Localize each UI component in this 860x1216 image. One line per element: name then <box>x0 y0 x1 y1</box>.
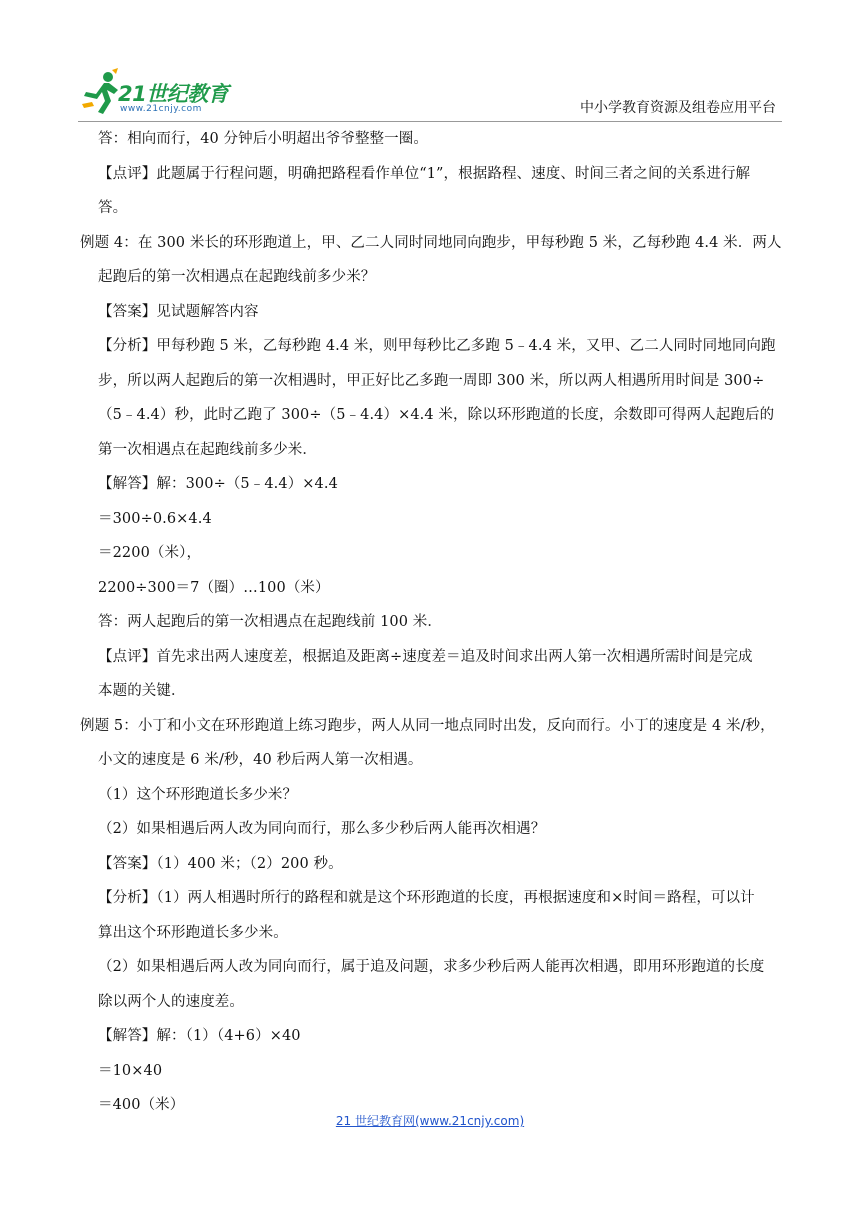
text-line: 答：两人起跑后的第一次相遇点在起跑线前 100 米． <box>98 614 442 630</box>
logo-subtitle: www.21cnjy.com <box>120 104 202 114</box>
text-line: 【点评】此题属于行程问题，明确把路程看作单位“1”，根据路程、速度、时间三者之间的关系进行解 <box>98 165 751 182</box>
text-line: 答。 <box>98 200 128 216</box>
text-line: 算出这个环形跑道长多少米。 <box>98 924 288 941</box>
text-line: （2）如果相遇后两人改为同向而行，那么多少秒后两人能再次相遇？ <box>98 821 546 837</box>
text-line: （2）如果相遇后两人改为同向而行，属于追及问题，求多少秒后两人能再次相遇，即用环形跑道的长度 <box>98 959 765 975</box>
text-line: 【解答】解：（1）（4+6）×40 <box>98 1028 301 1044</box>
text-line: 除以两个人的速度差。 <box>98 993 244 1010</box>
text-line: 例题 4：在 300 米长的环形跑道上，甲、乙二人同时同地同向跑步，甲每秒跑 5 米，乙每秒跑 4.4 米．两人 <box>80 234 782 251</box>
text-line: （5﹣4.4）秒，此时乙跑了 300÷（5﹣4.4）×4.4 米，除以环形跑道的长度，余数即可得两人起跑后的 <box>98 407 775 423</box>
platform-title: 中小学教育资源及组卷应用平台 <box>580 100 776 116</box>
page-header <box>0 0 860 122</box>
text-line: ＝400（米） <box>98 1097 185 1113</box>
text-line: 第一次相遇点在起跑线前多少米． <box>98 441 317 458</box>
text-line: ＝300÷0.6×4.4 <box>98 510 212 527</box>
text-line: （1）这个环形跑道长多少米？ <box>98 786 298 803</box>
logo-text: 21世纪教育 <box>118 82 229 106</box>
text-line: 【解答】解：300÷（5﹣4.4）×4.4 <box>98 476 338 492</box>
text-line: 【答案】（1）400 米；（2）200 秒。 <box>98 855 343 872</box>
text-line: 答：相向而行，40 分钟后小明超出爷爷整整一圈。 <box>98 131 428 147</box>
text-line: 起跑后的第一次相遇点在起跑线前多少米？ <box>98 269 376 285</box>
text-line: ＝10×40 <box>98 1062 163 1079</box>
document-body <box>80 122 784 1123</box>
runner-logo-icon <box>78 68 120 116</box>
text-line: 例题 5：小丁和小文在环形跑道上练习跑步，两人从同一地点同时出发，反向而行。小丁的速度是 4 米/秒， <box>80 717 775 734</box>
text-line: 2200÷300＝7（圈）…100（米） <box>98 579 330 596</box>
text-line: ＝2200（米）， <box>98 545 202 561</box>
text-line: 【分析】甲每秒跑 5 米，乙每秒跑 4.4 米，则甲每秒比乙多跑 5﹣4.4 米，又甲、乙二人同时同地同向跑 <box>98 338 776 354</box>
text-line: 【答案】见试题解答内容 <box>98 303 259 320</box>
text-line: 步，所以两人起跑后的第一次相遇时，甲正好比乙多跑一周即 300 米，所以两人相遇所用时间是 300÷ <box>98 372 765 389</box>
text-line: 小文的速度是 6 米/秒，40 秒后两人第一次相遇。 <box>98 752 423 768</box>
text-line: 本题的关键． <box>98 683 186 699</box>
site-logo <box>78 68 268 120</box>
footer-link[interactable]: 21 世纪教育网(www.21cnjy.com) <box>335 1114 525 1128</box>
text-line: 【点评】首先求出两人速度差，根据追及距离÷速度差＝追及时间求出两人第一次相遇所需时间是完成 <box>98 648 753 665</box>
text-line: 【分析】（1）两人相遇时所行的路程和就是这个环形跑道的长度，再根据速度和×时间＝路程，可以计 <box>98 890 755 906</box>
